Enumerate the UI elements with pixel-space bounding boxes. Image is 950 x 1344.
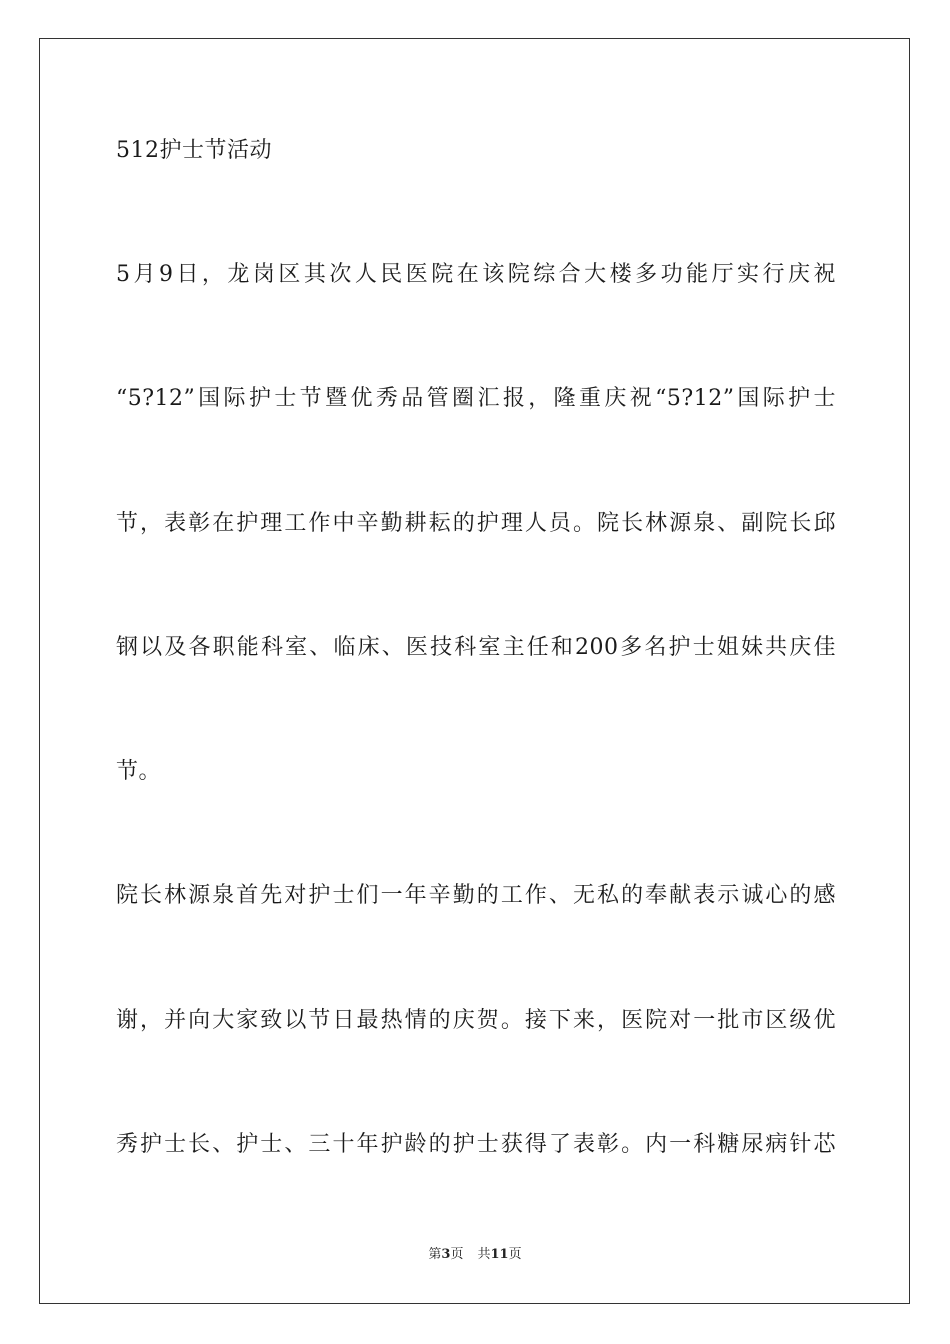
page-footer <box>0 1246 950 1264</box>
total-prefix: 共 <box>477 1247 491 1262</box>
paragraph-line-4: 钢以及各职能科室、临床、医技科室主任和200多名护士姐妹共庆佳 <box>116 635 836 660</box>
paragraph-line-6: 院长林源泉首先对护士们一年辛勤的工作、无私的奉献表示诚心的感 <box>116 883 836 908</box>
paragraph-line-1: 5月9日，龙岗区其次人民医院在该院综合大楼多功能厅实行庆祝 <box>116 262 836 287</box>
paragraph-line-2: “5?12”国际护士节暨优秀品管圈汇报，隆重庆祝“5?12”国际护士 <box>116 386 836 411</box>
total-unit: 页 <box>508 1247 522 1262</box>
page-unit: 页 <box>450 1247 464 1262</box>
page-total: 11 <box>490 1247 509 1262</box>
page-current: 3 <box>441 1247 451 1262</box>
paragraph-line-5: 节。 <box>116 759 162 784</box>
document-title: 512护士节活动 <box>116 138 272 163</box>
paragraph-line-7: 谢，并向大家致以节日最热情的庆贺。接下来，医院对一批市区级优 <box>116 1008 836 1033</box>
paragraph-line-3: 节，表彰在护理工作中辛勤耕耘的护理人员。院长林源泉、副院长邱 <box>116 511 836 536</box>
paragraph-line-8: 秀护士长、护士、三十年护龄的护士获得了表彰。内一科糖尿病针芯 <box>116 1132 836 1157</box>
page-border <box>39 38 910 1304</box>
page-prefix: 第 <box>428 1247 442 1262</box>
